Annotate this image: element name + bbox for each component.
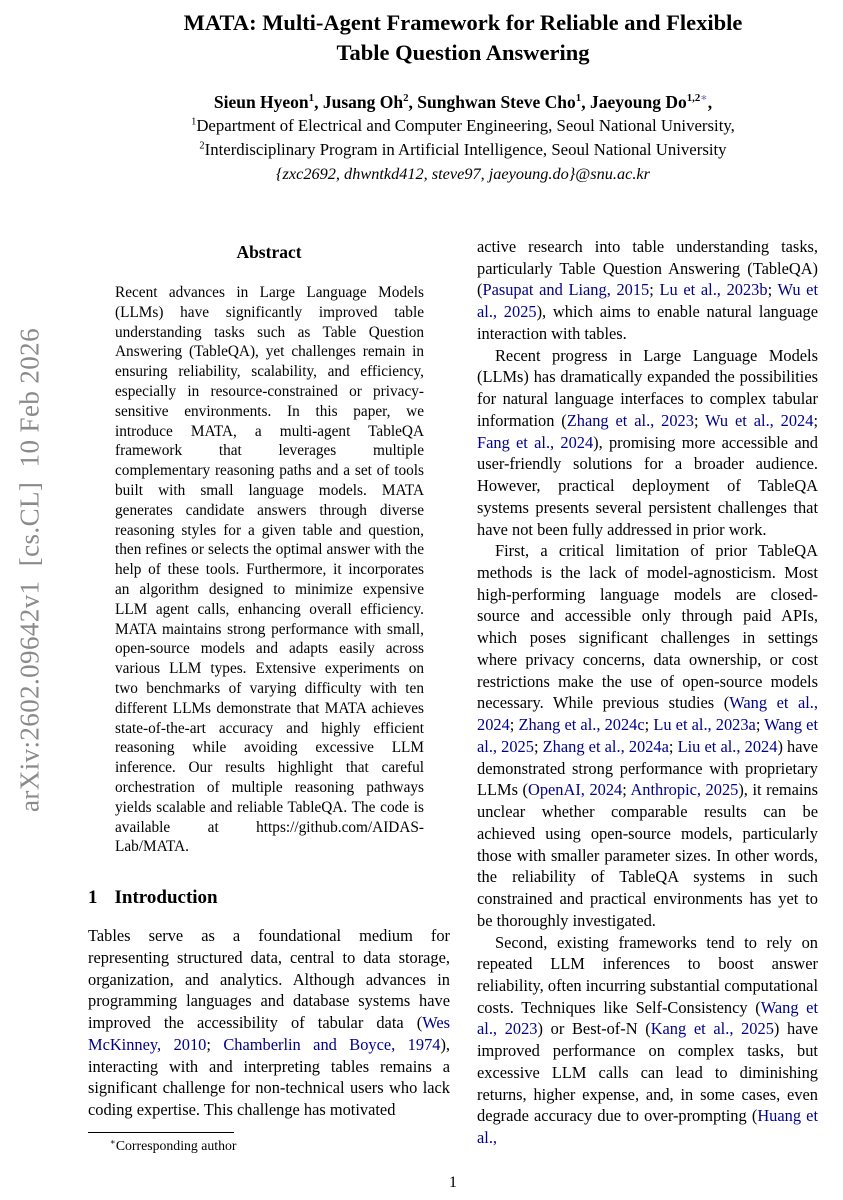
citation-link[interactable]: Zhang et al., 2024a <box>542 736 669 756</box>
citation-link[interactable]: Zhang et al., 2023 <box>566 410 694 430</box>
email-line: {zxc2692, dhwntkd412, steve97, jaeyoung.do}@snu.ac.kr <box>276 163 650 183</box>
paper-title-line-2: Table Question Answering <box>336 39 590 65</box>
citation-link[interactable]: Lu et al., 2023b <box>659 280 768 300</box>
citation-link[interactable]: Zhang et al., 2024c <box>518 715 645 735</box>
superscript: 1,2 <box>686 92 701 105</box>
citation-link[interactable]: Pasupat and Liang, 2015 <box>482 280 650 300</box>
abstract-heading: Abstract <box>236 242 302 262</box>
citation-link[interactable]: Fang et al., 2024 <box>477 432 594 452</box>
body-paragraph: active research into table understanding tasks, particularly Table Question Answering (TableQA) (Pasupat and Liang, 2015; Lu et al., 2023b; Wu et al., 2025), which aims to enable natural language interaction with tables. <box>477 237 819 343</box>
authors-line: Sieun Hyeon$^1$, Jusang Oh$^2$, Sunghwan Steve Cho$^1$, Jaeyoung $Do^{1,2∗}$, <box>213 92 713 113</box>
intro-paragraph: Tables serve as a foundational medium for representing structured data, central to data storage, organization, and analytics. Although advances in programming languages and database systems have improved the accessibility of tabular data (Wes McKinney, 2010; Chamberlin and Boyce, 1974), interacting with and interpreting tables remains a significant challenge for non-technical users who lack coding expertise. This challenge has motivated <box>88 926 451 1119</box>
superscript: 1 <box>308 92 315 105</box>
footnote <box>88 1132 450 1154</box>
citation-link[interactable]: Anthropic, 2025 <box>630 780 739 800</box>
affiliation-line-1: $^1$Department of Electrical and Computer Engineering, Seoul National University, <box>191 116 735 136</box>
citation-link[interactable]: Chamberlin and Boyce, 1974 <box>223 1034 441 1054</box>
citation-link[interactable]: Wang et al., 2024 <box>477 693 818 735</box>
citation-link[interactable]: Wang et al., 2023 <box>477 997 819 1039</box>
citation-link[interactable]: Wu et al., 2024 <box>705 410 814 430</box>
citation-link[interactable]: Lu et al., 2023a <box>653 715 756 735</box>
superscript: 1 <box>575 92 582 105</box>
body-paragraph: Recent progress in Large Language Models (LLMs) has dramatically expanded the possibilities for natural language interfaces to complex tabular information (Zhang et al., 2023; Wu et al., 2024; Fang et al., 2024), promising more accessible and user-friendly solutions for a broader audience. However, practical deployment of TableQA systems presents several persistent challenges that have not been fully addressed in prior work. <box>477 345 818 539</box>
citation-link[interactable]: Huang et al., <box>477 1106 818 1148</box>
superscript: 2 <box>199 140 205 152</box>
citation-link[interactable]: Wu et al., 2025 <box>477 280 819 322</box>
section-title: Introduction <box>114 887 218 909</box>
body-paragraph: Second, existing frameworks tend to rely on repeated LLM inferences to boost answer reliability, often incurring substantial computational costs. Techniques like Self-Consistency (Wang et al., 2023) or Best-of-N (Kang et al., 2025) have improved performance on complex tasks, but excessive LLM calls can lead to diminishing returns, higher expense, and, in some cases, even degrade accuracy due to over-prompting (Huang et al., <box>477 932 819 1148</box>
body-paragraph: First, a critical limitation of prior TableQA methods is the lack of model-agnosticism. Most high-performing language models are closed-source and accessible only through paid APIs, which poses significant challenges in settings where privacy concerns, data ownership, or cost restrictions make the use of open-source models necessary. While previous studies (Wang et al., 2024; Zhang et al., 2024c; Lu et al., 2023a; Wang et al., 2025; Zhang et al., 2024a; Liu et al., 2024) have demonstrated strong performance with proprietary LLMs (OpenAI, 2024; Anthropic, 2025), it remains unclear whether comparable results can be achieved using open-source models, particularly those with smaller parameter sizes. In other words, the reliability of TableQA systems in such constrained and practical environments has yet to be thoroughly investigated. <box>477 541 818 930</box>
citation-link[interactable]: OpenAI, 2024 <box>528 780 623 800</box>
url-link[interactable]: https://github.com/AIDAS-Lab/MATA <box>115 818 424 856</box>
citation-link[interactable]: Liu et al., 2024 <box>677 736 778 756</box>
citation-link[interactable]: Wang et al., 2025 <box>477 715 818 756</box>
section-number: 1 <box>88 887 98 909</box>
footnote-text: ∗Corresponding author <box>110 1136 237 1153</box>
paper-header <box>98 8 828 185</box>
abstract-text: Recent advances in Large Language Models (LLMs) have significantly improved table understanding tasks such as Table Question Answering (TableQA), yet challenges remain in ensuring reliability, scalability, and efficiency, especially in resource-constrained or privacy-sensitive environments. In this paper, we introduce MATA, a multi-agent TableQA framework that leverages multiple complementary reasoning paths and a set of tools built with small language models. MATA generates candidate answers through diverse reasoning styles for a given table and question, then refines or selects the optimal answer with the help of these tools. Furthermore, it incorporates an algorithm designed to minimize expensive LLM agent calls, enhancing overall efficiency. MATA maintains strong performance with small, open-source models and adapts easily across various LLM types. Extensive experiments on two benchmarks of varying difficulty with ten different LLMs demonstrate that MATA achieves state-of-the-art accuracy and highly efficient reasoning while avoiding excessive LLM inference. Our results highlight that careful orchestration of multiple reasoning pathways yields scalable and reliable TableQA. The code is available at https://github.com/AIDAS-Lab/MATA. <box>115 284 424 856</box>
arxiv-watermark: arXiv:2602.09642v1 [cs.CL] 10 Feb 2026 <box>14 328 45 812</box>
corresponding-author-mark: ∗ <box>700 92 708 105</box>
superscript: 2 <box>403 92 409 105</box>
superscript: 1 <box>191 116 197 128</box>
left-column <box>88 236 450 1121</box>
citation-link[interactable]: Wes McKinney, 2010 <box>88 1013 450 1054</box>
section-heading-introduction <box>88 887 450 909</box>
superscript: ∗ <box>110 1136 116 1147</box>
footnote-divider <box>88 1132 234 1133</box>
page-number: 1 <box>448 1172 458 1191</box>
citation-link[interactable]: Kang et al., 2025 <box>650 1019 774 1039</box>
right-column <box>477 236 818 1149</box>
affiliation-line-2: $^2$Interdisciplinary Program in Artificial Intelligence, Seoul National University <box>199 139 727 159</box>
paper-title-line-1: MATA: Multi-Agent Framework for Reliable and Flexible <box>183 10 743 35</box>
